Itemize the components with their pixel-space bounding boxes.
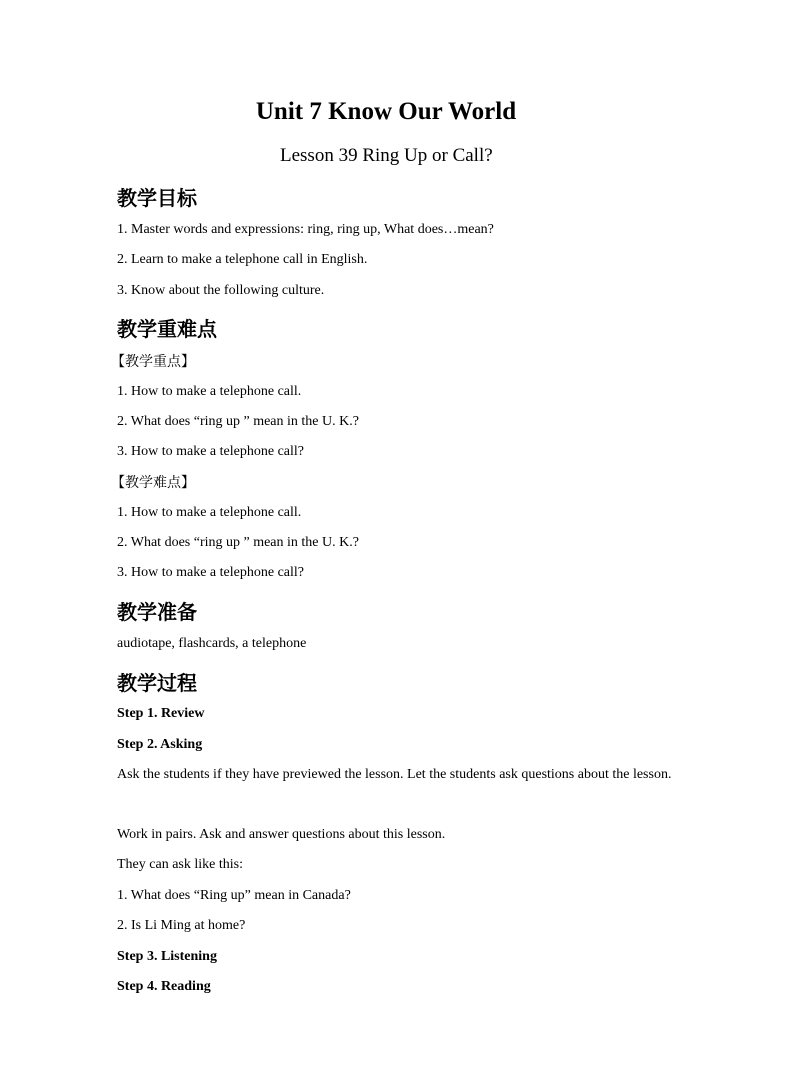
objective-item: 3. Know about the following culture. (117, 283, 325, 298)
asking-paragraph: Ask the students if they have previewed the lesson. Let the students ask questions about the lesson. (117, 767, 672, 782)
difficulty-item: 2. What does “ring up ” mean in the U. K.? (117, 535, 359, 550)
pair-work-text: Work in pairs. Ask and answer questions about this lesson. (117, 827, 446, 842)
focus-item: 1. How to make a telephone call. (117, 384, 302, 399)
preparation-heading: 教学准备 (117, 600, 197, 624)
step-asking: Step 2. Asking (117, 737, 203, 752)
step-review: Step 1. Review (117, 706, 205, 721)
preparation-text: audiotape, flashcards, a telephone (117, 636, 307, 651)
key-points-heading: 教学重难点 (117, 317, 217, 341)
lesson-subtitle: Lesson 39 Ring Up or Call? (280, 145, 493, 166)
document-title: Unit 7 Know Our World (255, 98, 517, 125)
question-item: 1. What does “Ring up” mean in Canada? (117, 888, 351, 903)
difficulty-item: 3. How to make a telephone call? (117, 565, 304, 580)
ask-like-text: They can ask like this: (117, 857, 243, 872)
question-item: 2. Is Li Ming at home? (117, 918, 246, 933)
objective-item: 2. Learn to make a telephone call in English. (117, 252, 368, 267)
difficulty-item: 1. How to make a telephone call. (117, 505, 302, 520)
step-listening: Step 3. Listening (117, 949, 217, 964)
objectives-heading: 教学目标 (117, 186, 197, 210)
focus-item: 3. How to make a telephone call? (117, 444, 304, 459)
step-reading: Step 4. Reading (117, 979, 211, 994)
process-heading: 教学过程 (117, 671, 197, 695)
objective-item: 1. Master words and expressions: ring, ring up, What does…mean? (117, 222, 494, 237)
difficulty-label: 【教学难点】 (111, 475, 195, 491)
focus-label: 【教学重点】 (111, 354, 195, 370)
focus-item: 2. What does “ring up ” mean in the U. K.? (117, 414, 359, 429)
